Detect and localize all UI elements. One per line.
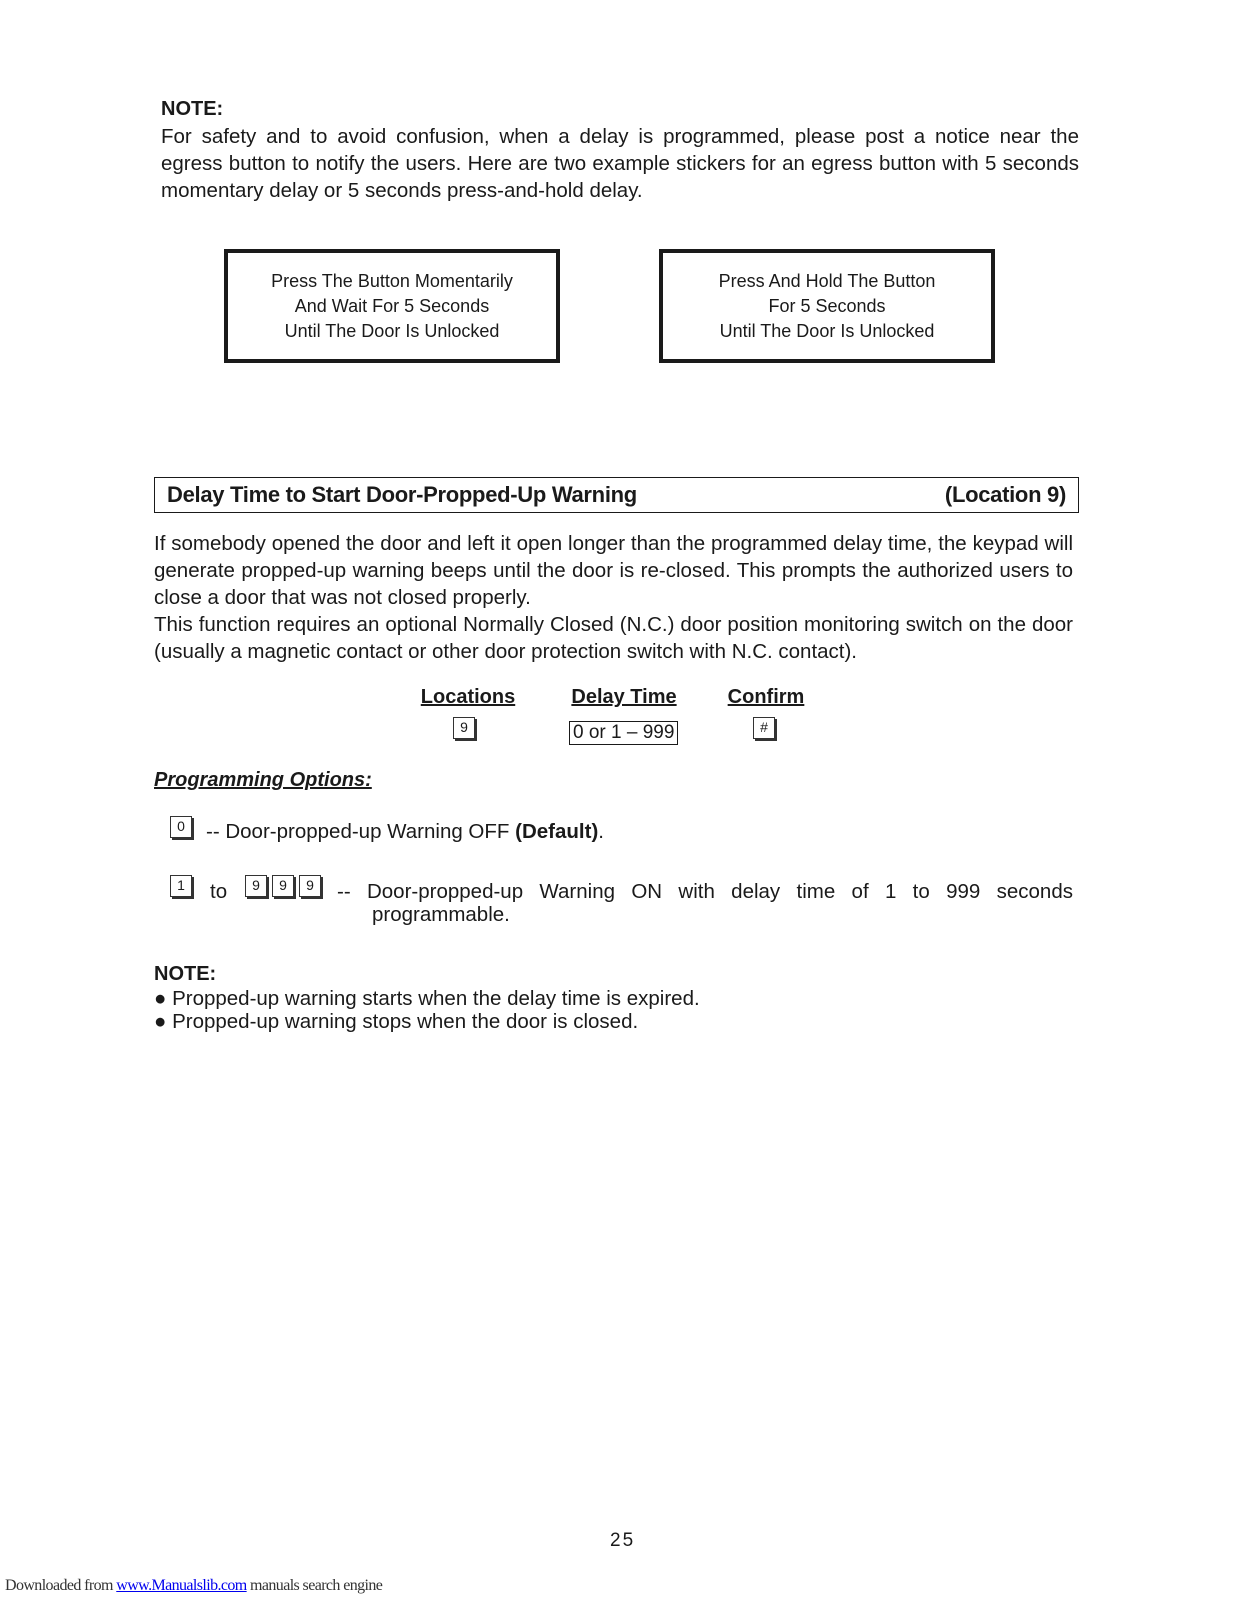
- option-on-to: to: [210, 880, 228, 903]
- download-footer: [5, 1577, 382, 1595]
- sticker-line: For 5 Seconds: [768, 295, 886, 316]
- key-hash-icon: #: [753, 717, 775, 739]
- programming-options-heading: Programming Options:: [154, 769, 372, 791]
- key-9-icon: 9: [245, 875, 267, 897]
- key-9-icon: 9: [272, 875, 294, 897]
- sticker-line: Until The Door Is Unlocked: [719, 320, 935, 341]
- footer-prefix: Downloaded from: [5, 1577, 117, 1594]
- key-0-icon: 0: [170, 816, 192, 838]
- key-9-icon: 9: [299, 875, 321, 897]
- manualslib-link[interactable]: www.Manualslib.com: [116, 1577, 247, 1594]
- delay-range-box: 0 or 1 – 999: [569, 721, 678, 745]
- sticker-press-and-hold: [659, 249, 995, 363]
- section-title: Delay Time to Start Door-Propped-Up Warning: [167, 482, 637, 507]
- section-header: [154, 477, 1079, 513]
- sticker-line: Until The Door Is Unlocked: [284, 320, 500, 341]
- note-paragraph: For safety and to avoid confusion, when a delay is programmed, please post a notice near the egress button to notify the users. Here are two example stickers for an egress button with 5 seconds momentary delay or 5 seconds press-and-hold delay.: [161, 125, 1079, 202]
- option-off-default: (Default): [515, 820, 599, 843]
- column-header-confirm: Confirm: [727, 686, 805, 708]
- key-1-icon: 1: [170, 875, 192, 897]
- option-off-label: -- Door-propped-up Warning OFF: [206, 820, 510, 843]
- page-number: 25: [610, 1530, 636, 1551]
- key-9-icon: 9: [453, 717, 475, 739]
- column-header-delay-time: Delay Time: [571, 686, 677, 708]
- option-off-text: [206, 820, 604, 844]
- sticker-line: And Wait For 5 Seconds: [294, 295, 490, 316]
- description-paragraph-2: This function requires an optional Normally Closed (N.C.) door position monitoring switch on the door (usually a magnetic contact or other door protection switch with N.C. contact).: [154, 613, 1073, 663]
- note-bullet: ● Propped-up warning starts when the delay time is expired.: [154, 987, 700, 1010]
- description-paragraph-1: If somebody opened the door and left it open longer than the programmed delay time, the keypad will generate propped-up warning beeps until the door is re-closed. This prompts the authorized users to close a door that was not closed properly.: [154, 532, 1073, 609]
- option-on-text-continued: programmable.: [372, 903, 510, 926]
- sticker-line: Press The Button Momentarily: [271, 270, 513, 291]
- footer-suffix: manuals search engine: [246, 1577, 383, 1594]
- section-location: (Location 9): [944, 482, 1066, 507]
- option-off-end: .: [598, 820, 604, 843]
- sticker-momentary: [224, 249, 560, 363]
- note-heading: NOTE:: [154, 963, 217, 985]
- note-heading: NOTE:: [161, 98, 224, 120]
- note-bullet: ● Propped-up warning stops when the door is closed.: [154, 1010, 639, 1033]
- sticker-line: Press And Hold The Button: [718, 270, 936, 291]
- option-on-text: -- Door-propped-up Warning ON with delay time of 1 to 999 seconds: [337, 880, 1073, 903]
- column-header-locations: Locations: [420, 686, 516, 708]
